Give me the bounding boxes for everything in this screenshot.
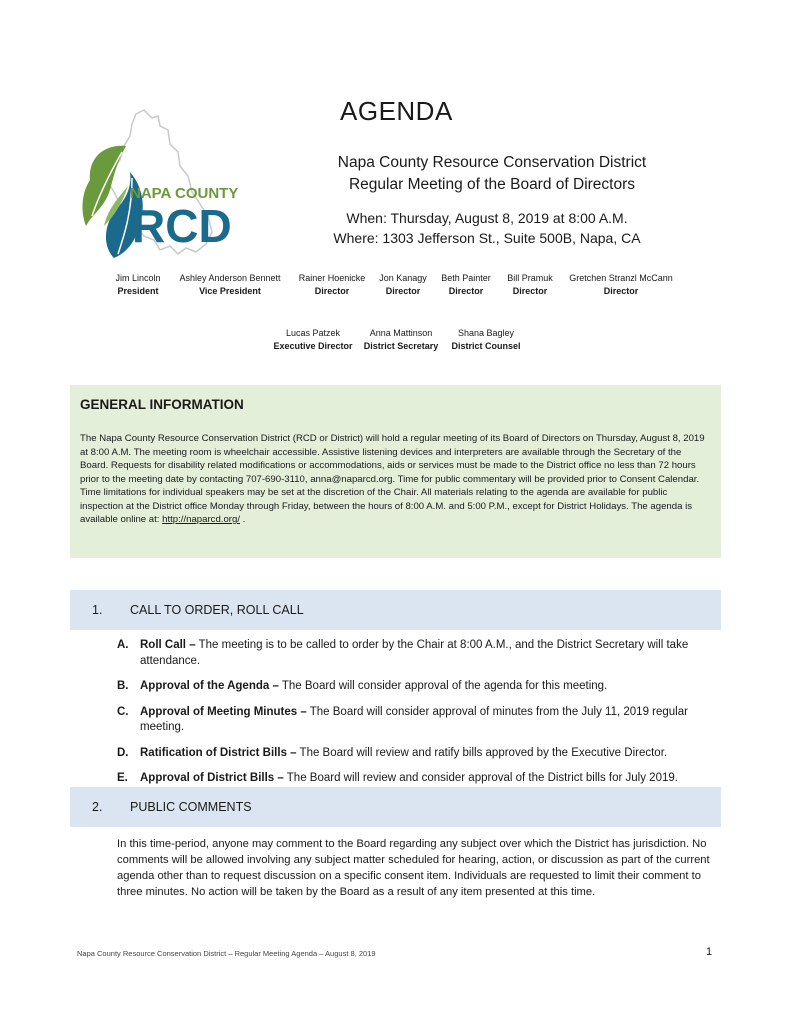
section-number: 2. [92,800,103,814]
member-name: Jon Kanagy [379,273,427,283]
org-name: Napa County Resource Conservation District [337,154,647,171]
member-role: Director [385,286,421,296]
rcd-logo [74,108,249,260]
staff-name: Anna Mattinson [369,328,433,338]
agenda-item [117,746,717,762]
item-title: Approval of Meeting Minutes – [140,705,307,718]
meeting-when: When: Thursday, August 8, 2019 at 8:00 A.M. [346,210,628,226]
general-information-body: The Napa County Resource Conservation District (RCD or District) will hold a regular meeting of its Board of Directors on Thursday, August 8, 2019 at 8:00 A.M. The meeting room is wheelchair accessible. Assistive listening devices and interpreters are available through the Secretary of the Board. Requests for disability related modifications or accommodations, aids or services must be made to the District office no less than 72 hours prior to the meeting date by contacting 707-690-3110, anna@naparcd.org. Time for public commentary will be provided prior to Consent Calendar. Time limitations for individual speakers may be set at the discretion of the Chair. All materials relating to the agenda are available for public inspection at the District office Monday through Friday, between the hours of 8:00 A.M. and 5:00 P.M., except for District Holidays. The agenda is available online at: [80,433,705,525]
board-member [436,272,496,298]
member-role: Director [512,286,548,296]
agenda-title: AGENDA [340,96,453,126]
member-role: Director [314,286,350,296]
section-header-public-comments [70,787,721,827]
staff-name: Shana Bagley [457,328,515,338]
member-role: Director [448,286,484,296]
logo-top-text: NAPA COUNTY [130,185,239,202]
item-letter: E. [117,772,128,784]
item-text: The Board will consider approval of the agenda for this meeting. [278,680,608,692]
item-title: Roll Call – [140,639,196,651]
staff-role: District Secretary [363,341,439,351]
board-member [108,272,168,298]
section-title: PUBLIC COMMENTS [130,800,252,814]
staff-name: Lucas Patzek [285,328,341,338]
staff-member [446,327,526,353]
board-member [374,272,432,298]
item-title: Approval of the Agenda – [140,680,279,692]
item-letter: B. [117,680,129,692]
section-header-call-to-order [70,590,721,630]
board-member [292,272,372,298]
agenda-item [117,705,717,736]
item-letter: C. [117,705,129,718]
public-comments-text: In this time-period, anyone may comment to the Board regarding any subject over which the District has jurisdiction. No comments will be allowed involving any subject matter scheduled for hearing, action, or discussion as part of the current agenda other than to request discussion on a specific consent item. Individuals are requested to limit their comment to three minutes. No action will be taken by the Board as a result of any item presented at this time. [117,838,710,898]
section-title: CALL TO ORDER, ROLL CALL [130,603,304,617]
organization-heading [322,152,662,196]
item-text: The meeting is to be called to order by the Chair at 8:00 A.M., and the District Secretary will take attendance. [140,639,689,667]
member-name: Rainer Hoenicke [298,273,366,283]
item-title: Approval of District Bills – [140,772,284,784]
staff-member [358,327,444,353]
item-text: The Board will consider approval of minutes from the July 11, 2019 regular meeting. [140,705,688,733]
page-number: 1 [706,946,713,958]
meeting-where: Where: 1303 Jefferson St., Suite 500B, Napa, CA [333,230,641,246]
section-number: 1. [92,603,103,617]
logo-main-text: RCD [132,200,232,252]
agenda-item [117,771,717,787]
member-role: President [117,286,159,296]
website-link[interactable]: http://naparcd.org/ [162,514,241,525]
member-name: Bill Pramuk [507,273,553,283]
staff-member [268,327,358,353]
general-information-box [70,385,721,558]
general-information-text [80,432,711,527]
board-member [500,272,560,298]
meeting-type: Regular Meeting of the Board of Directors [348,176,636,193]
member-name: Ashley Anderson Bennett [179,273,281,283]
page-footer: Napa County Resource Conservation District – Regular Meeting Agenda – August 8, 2019 [77,949,376,958]
member-name: Gretchen Stranzl McCann [569,273,673,283]
item-text: The Board will review and consider approval of the District bills for July 2019. [283,772,678,784]
item-title: Ratification of District Bills – [140,746,297,759]
member-role: Director [603,286,639,296]
item-letter: A. [117,639,129,651]
item-letter: D. [117,746,129,759]
general-information-heading: GENERAL INFORMATION [80,397,244,412]
item-text: The Board will review and ratify bills approved by the Executive Director. [296,746,668,759]
member-role: Vice President [199,286,261,296]
member-name: Beth Painter [441,273,491,283]
general-information-tail: . [240,514,246,525]
member-name: Jim Lincoln [115,273,161,283]
agenda-item [117,638,717,669]
agenda-items-list [117,638,717,797]
board-member [562,272,680,298]
staff-role: District Counsel [451,341,521,351]
meeting-details [322,208,652,248]
board-member [172,272,288,298]
staff-role: Executive Director [273,341,353,351]
agenda-item [117,679,717,695]
